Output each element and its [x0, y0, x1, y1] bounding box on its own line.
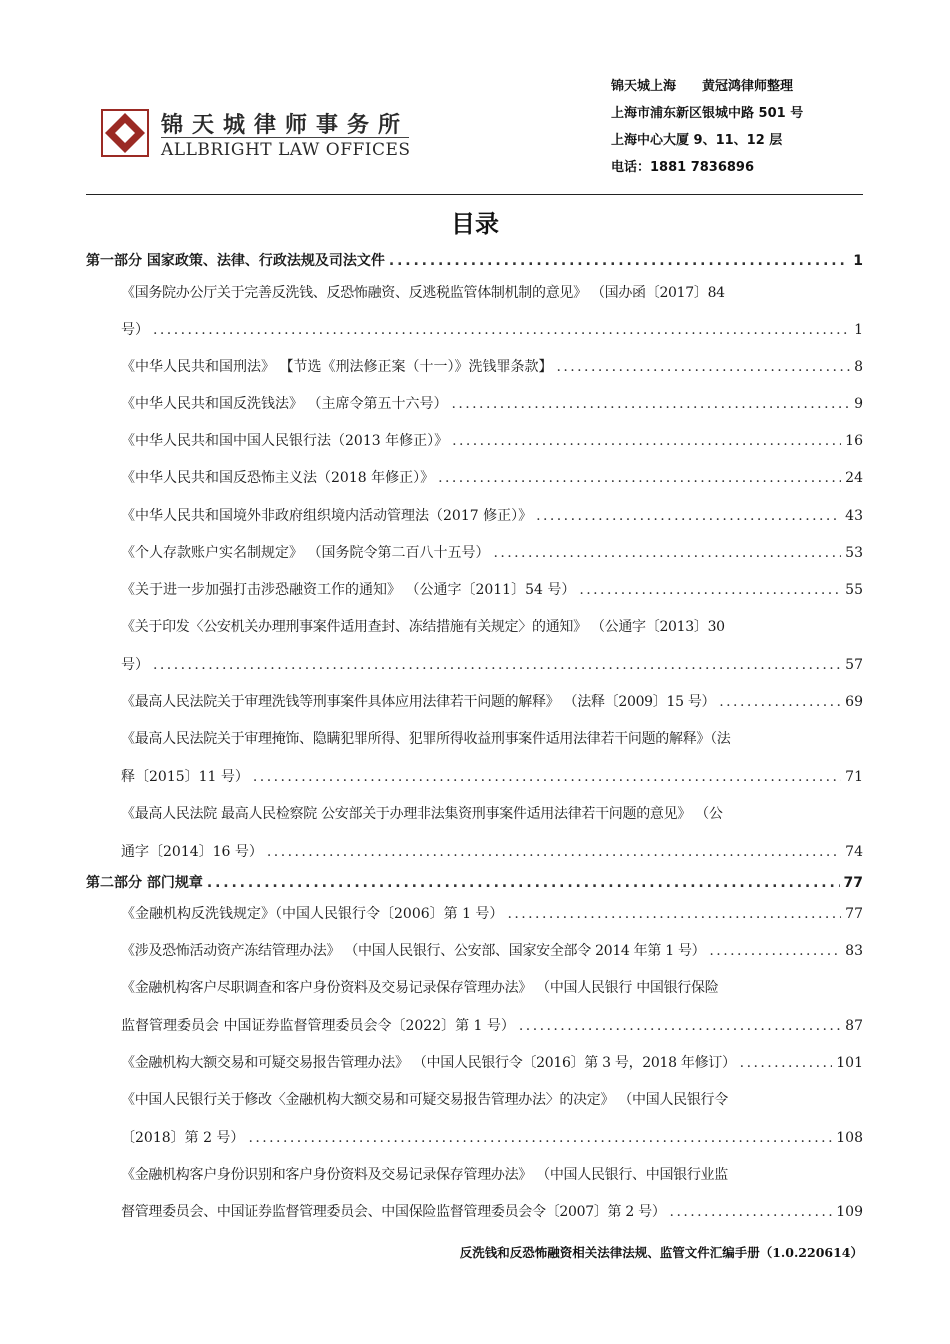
toc-page-number: 57	[845, 657, 863, 673]
toc-page-number: 43	[845, 508, 863, 524]
toc-entry-title: 《关于印发〈公安机关办理刑事案件适用查封、冻结措施有关规定〉的通知》 （公通字〔2013〕30	[121, 619, 725, 635]
toc-entry-title: 《最高人民法院 最高人民检察院 公安部关于办理非法集资刑事案件适用法律若干问题的意见》 （公	[121, 806, 723, 822]
toc-entry[interactable]	[121, 467, 863, 487]
toc-page-number: 109	[836, 1204, 863, 1220]
toc-part-title: 第二部分 部门规章	[86, 875, 203, 891]
toc-entry-title: 《金融机构反洗钱规定》（中国人民银行令〔2006〕第 1 号）	[121, 906, 504, 922]
leader-dots	[248, 1130, 832, 1146]
toc-entry-title: 《国务院办公厅关于完善反洗钱、反恐怖融资、反逃税监管体制机制的意见》 （国办函〔2017〕84	[121, 285, 725, 301]
toc-entry[interactable]	[121, 393, 863, 413]
toc-entry[interactable]	[121, 903, 863, 923]
toc-entry-title-cont: 通字〔2014〕16 号）	[121, 844, 263, 860]
toc-title: 目录	[451, 210, 499, 238]
toc-entry[interactable]	[121, 505, 863, 525]
leader-dots	[556, 359, 850, 375]
leader-dots	[253, 769, 841, 785]
toc-entry-title-cont: 督管理委员会、中国证券监督管理委员会、中国保险监督管理委员会令〔2007〕第 2 号）	[121, 1204, 666, 1220]
toc-page-number: 53	[845, 545, 863, 561]
toc-entry-title: 《涉及恐怖活动资产冻结管理办法》 （中国人民银行、公安部、国家安全部令 2014 年第 1 号）	[121, 943, 706, 959]
logo-name-en: ALLBRIGHT LAW OFFICES	[161, 140, 411, 160]
leader-dots	[153, 322, 850, 338]
leader-dots	[153, 657, 841, 673]
toc-entry[interactable]	[121, 356, 863, 376]
leader-dots	[493, 545, 841, 561]
toc-entry-title: 《中华人民共和国刑法》 【节选《刑法修正案（十一）》洗钱罪条款】	[121, 359, 553, 375]
compiler-name: 黄冠鸿律师整理	[702, 79, 794, 94]
toc-entry-title-cont: 〔2018〕第 2 号）	[121, 1130, 245, 1146]
leader-dots	[719, 694, 841, 710]
toc-page-number: 87	[845, 1018, 863, 1034]
toc-entry-title-cont: 号）	[121, 657, 149, 673]
toc-entry-title: 《中国人民银行关于修改〈金融机构大额交易和可疑交易报告管理办法〉的决定》 （中国人民银行令	[121, 1092, 728, 1108]
toc-part-title: 第一部分 国家政策、法律、行政法规及司法文件	[86, 253, 385, 269]
leader-dots	[389, 253, 849, 269]
leader-dots	[709, 943, 841, 959]
toc-page-number: 74	[845, 844, 863, 860]
leader-dots	[438, 470, 841, 486]
leader-dots	[670, 1204, 833, 1220]
toc-entry-title: 《关于进一步加强打击涉恐融资工作的通知》 （公通字〔2011〕54 号）	[121, 582, 576, 598]
toc-page-number: 83	[845, 943, 863, 959]
leader-dots	[519, 1018, 841, 1034]
toc-entry-continued[interactable]	[121, 319, 863, 339]
leader-dots	[740, 1055, 833, 1071]
toc-page-number: 8	[854, 359, 863, 375]
toc-page-number: 108	[836, 1130, 863, 1146]
address-line2: 上海中心大厦 9、11、12 层	[611, 133, 783, 148]
toc-entry[interactable]	[121, 940, 863, 960]
toc-entry-title: 《金融机构大额交易和可疑交易报告管理办法》 （中国人民银行令〔2016〕第 3 号，2018 年修订）	[121, 1055, 736, 1071]
toc-entry-title: 《中华人民共和国反洗钱法》 （主席令第五十六号）	[121, 396, 448, 412]
address-line1: 上海市浦东新区银城中路 501 号	[611, 106, 804, 121]
toc-entry-title: 《中华人民共和国境外非政府组织境内活动管理法（2017 修正）》	[121, 508, 533, 524]
toc-entry[interactable]	[121, 691, 863, 711]
phone: 电话：1881 7836896	[611, 160, 755, 175]
toc-part-2[interactable]	[86, 872, 863, 892]
toc-page-number: 1	[854, 322, 863, 338]
toc-entry-continued[interactable]	[121, 766, 863, 786]
toc-entry[interactable]	[121, 977, 863, 997]
toc-entry-continued[interactable]	[121, 841, 863, 861]
toc-entry[interactable]	[121, 1052, 863, 1072]
toc-entry-title-cont: 监督管理委员会 中国证券监督管理委员会令〔2022〕第 1 号）	[121, 1018, 515, 1034]
toc-entry-title: 《金融机构客户尽职调查和客户身份资料及交易记录保存管理办法》 （中国人民银行 中国银行保险	[121, 980, 719, 996]
toc-entry[interactable]	[121, 616, 863, 636]
toc-entry[interactable]	[121, 803, 863, 823]
toc-entry-title: 《最高人民法院关于审理洗钱等刑事案件具体应用法律若干问题的解释》 （法释〔2009〕15 号）	[121, 694, 716, 710]
toc-page-number: 1	[853, 253, 863, 269]
toc-entry-title-cont: 释〔2015〕11 号）	[121, 769, 249, 785]
toc-part-1[interactable]	[86, 250, 863, 270]
toc-entry-continued[interactable]	[121, 1015, 863, 1035]
toc-entry-title: 《中华人民共和国中国人民银行法（2013 年修正）》	[121, 433, 449, 449]
toc-entry[interactable]	[121, 579, 863, 599]
leader-dots	[267, 844, 841, 860]
leader-dots	[452, 433, 841, 449]
toc-page-number: 77	[845, 906, 863, 922]
toc-entry[interactable]	[121, 430, 863, 450]
toc-entry[interactable]	[121, 542, 863, 562]
toc-page-number: 55	[845, 582, 863, 598]
leader-dots	[451, 396, 850, 412]
toc-entry-title: 《个人存款账户实名制规定》 （国务院令第二百八十五号）	[121, 545, 490, 561]
toc-entry-title: 《中华人民共和国反恐怖主义法（2018 年修正）》	[121, 470, 435, 486]
toc-entry[interactable]	[121, 1089, 863, 1109]
toc-entry[interactable]	[121, 728, 863, 748]
logo-name-cn: 锦天城律师事务所	[161, 112, 410, 138]
toc-page-number: 69	[845, 694, 863, 710]
toc-page-number: 77	[843, 875, 863, 891]
leader-dots	[536, 508, 841, 524]
toc-entry[interactable]	[121, 282, 863, 302]
toc-page-number: 71	[845, 769, 863, 785]
toc-entry-title-cont: 号）	[121, 322, 149, 338]
toc-entry-title: 《最高人民法院关于审理掩饰、隐瞒犯罪所得、犯罪所得收益刑事案件适用法律若干问题的解释》（法	[121, 731, 731, 747]
toc-page-number: 16	[845, 433, 863, 449]
toc-page-number: 101	[836, 1055, 863, 1071]
toc-page-number: 9	[854, 396, 863, 412]
leader-dots	[579, 582, 841, 598]
page-footer: 反洗钱和反恐怖融资相关法律法规、监管文件汇编手册（1.0.220614）	[459, 1245, 863, 1260]
toc-page-number: 24	[845, 470, 863, 486]
toc-entry-title: 《金融机构客户身份识别和客户身份资料及交易记录保存管理办法》 （中国人民银行、中国银行业监	[121, 1167, 728, 1183]
leader-dots	[207, 875, 840, 891]
toc-entry-continued[interactable]	[121, 654, 863, 674]
toc-entry-continued[interactable]	[121, 1201, 863, 1221]
toc-entry-continued[interactable]	[121, 1127, 863, 1147]
toc-entry[interactable]	[121, 1164, 863, 1184]
leader-dots	[507, 906, 841, 922]
office-name: 锦天城上海	[611, 79, 677, 94]
